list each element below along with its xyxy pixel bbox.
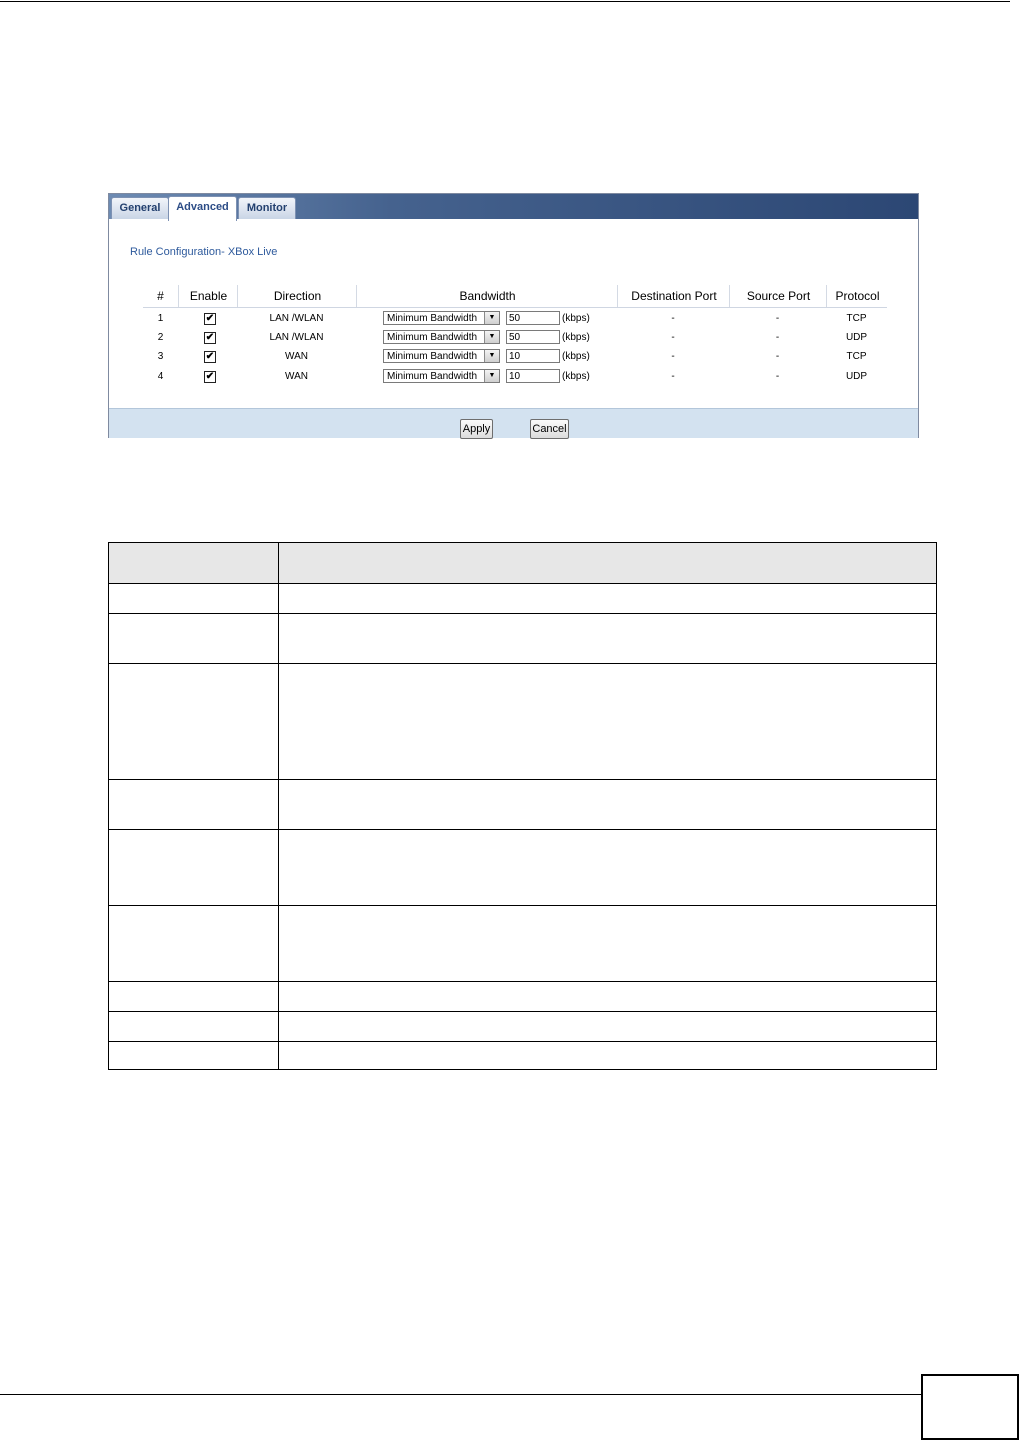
- table-row-divider: [109, 981, 936, 982]
- chevron-down-icon[interactable]: ▼: [484, 350, 499, 362]
- col-bandwidth: Bandwidth: [356, 285, 618, 307]
- col-direction: Direction: [237, 285, 357, 307]
- bandwidth-value-input[interactable]: 10: [506, 369, 560, 383]
- col-source-port: Source Port: [729, 285, 827, 307]
- table-row-divider: [109, 1011, 936, 1012]
- col-enable: Enable: [178, 285, 238, 307]
- chevron-down-icon[interactable]: ▼: [484, 312, 499, 324]
- col-protocol: Protocol: [826, 285, 888, 307]
- row-destination-port: -: [671, 351, 675, 362]
- bandwidth-value-input[interactable]: 50: [506, 311, 560, 325]
- row-index: 2: [157, 332, 164, 343]
- bandwidth-type-select[interactable]: [383, 311, 500, 325]
- field-description-table: [108, 542, 937, 1070]
- row-source-port: -: [775, 332, 780, 343]
- footer-rule: [0, 1394, 1016, 1395]
- apply-button[interactable]: Apply: [460, 419, 493, 439]
- tab-bar: [109, 194, 918, 219]
- header-rule: [0, 1, 1010, 2]
- bandwidth-type-select[interactable]: [383, 369, 500, 383]
- bandwidth-unit: (kbps): [562, 313, 590, 324]
- bandwidth-value-input[interactable]: 50: [506, 330, 560, 344]
- row-protocol: UDP: [845, 371, 868, 382]
- enable-checkbox[interactable]: ✔: [205, 371, 215, 382]
- chevron-down-icon[interactable]: ▼: [484, 331, 499, 343]
- table-row-divider: [109, 779, 936, 780]
- row-protocol: TCP: [846, 351, 867, 362]
- row-direction: WAN: [285, 371, 308, 382]
- row-direction: LAN /WLAN: [269, 332, 324, 343]
- enable-checkbox[interactable]: ✔: [205, 313, 215, 324]
- bandwidth-unit: (kbps): [562, 351, 590, 362]
- bandwidth-value-input[interactable]: 10: [506, 349, 560, 363]
- bandwidth-type-value: Minimum Bandwidth: [387, 332, 478, 343]
- enable-checkbox[interactable]: ✔: [205, 351, 215, 362]
- row-protocol: TCP: [846, 313, 867, 324]
- bandwidth-type-select[interactable]: [383, 330, 500, 344]
- row-direction: WAN: [285, 351, 308, 362]
- table-row-divider: [109, 613, 936, 614]
- row-protocol: UDP: [845, 332, 868, 343]
- table-row-divider: [109, 663, 936, 664]
- qos-advanced-panel: [108, 193, 919, 438]
- table-row: [143, 347, 887, 366]
- tab-general[interactable]: General: [111, 197, 169, 219]
- row-index: 3: [157, 351, 164, 362]
- table-row-divider: [109, 829, 936, 830]
- table-row: [143, 367, 887, 386]
- row-destination-port: -: [671, 332, 675, 343]
- row-destination-port: -: [671, 371, 675, 382]
- bandwidth-unit: (kbps): [562, 371, 590, 382]
- row-source-port: -: [775, 371, 780, 382]
- row-source-port: -: [775, 313, 780, 324]
- rule-configuration-title: Rule Configuration- XBox Live: [130, 246, 278, 258]
- row-source-port: -: [775, 351, 780, 362]
- bandwidth-type-select[interactable]: [383, 349, 500, 363]
- rule-table-header: [143, 285, 887, 308]
- table-column-divider: [278, 543, 279, 1069]
- table-row-divider: [109, 905, 936, 906]
- tab-monitor[interactable]: Monitor: [238, 197, 296, 219]
- table-row: [143, 309, 887, 328]
- bandwidth-unit: (kbps): [562, 332, 590, 343]
- bandwidth-type-value: Minimum Bandwidth: [387, 351, 478, 362]
- row-index: 1: [157, 313, 164, 324]
- table-row: [143, 328, 887, 347]
- bandwidth-type-value: Minimum Bandwidth: [387, 313, 478, 324]
- row-destination-port: -: [671, 313, 675, 324]
- description-table-header: [109, 543, 936, 584]
- bandwidth-type-value: Minimum Bandwidth: [387, 371, 478, 382]
- row-direction: LAN /WLAN: [269, 313, 324, 324]
- col-index: #: [157, 289, 164, 303]
- button-bar: [109, 408, 918, 438]
- cancel-button[interactable]: Cancel: [530, 419, 569, 439]
- page-number-box: [921, 1374, 1019, 1440]
- table-row-divider: [109, 1041, 936, 1042]
- tab-advanced[interactable]: Advanced: [168, 196, 237, 221]
- col-destination-port: Destination Port: [617, 285, 730, 307]
- enable-checkbox[interactable]: ✔: [205, 332, 215, 343]
- chevron-down-icon[interactable]: ▼: [484, 370, 499, 382]
- row-index: 4: [157, 371, 164, 382]
